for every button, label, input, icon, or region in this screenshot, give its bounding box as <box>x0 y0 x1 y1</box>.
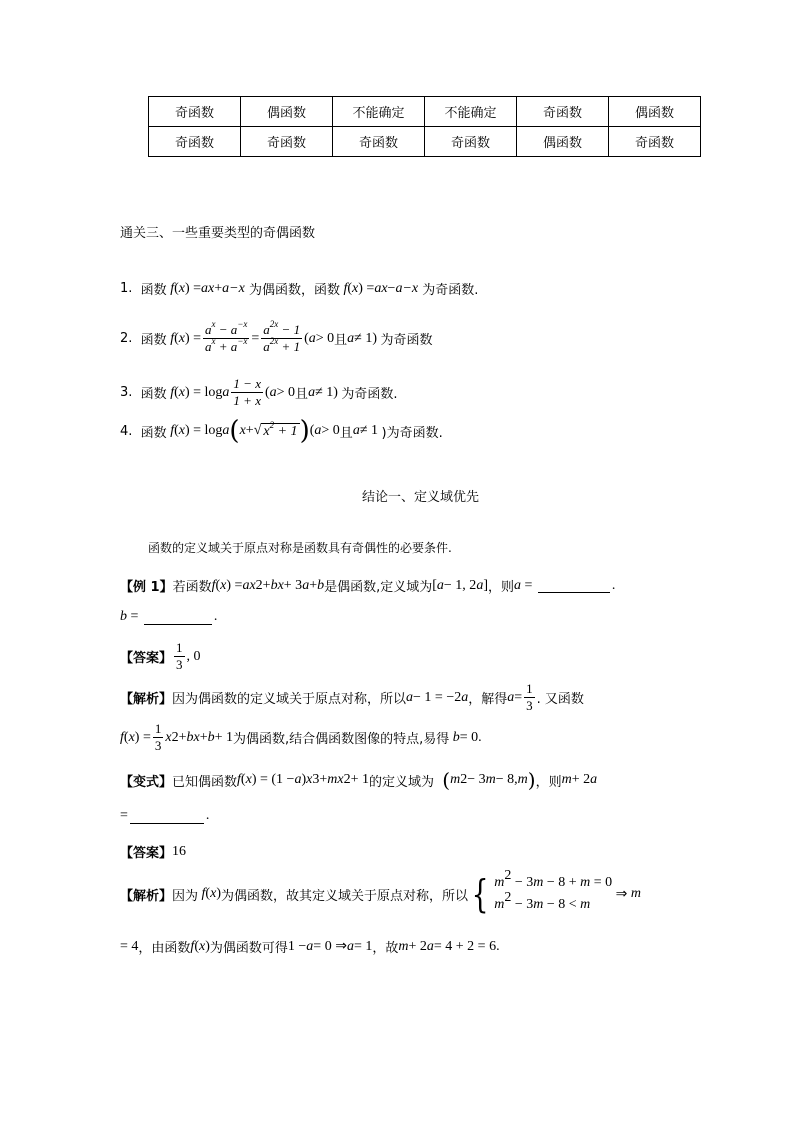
item-text: 且 <box>334 333 348 348</box>
item-text: 函数 <box>140 387 167 402</box>
answer-value: 16 <box>172 843 187 859</box>
item-text: 函数 <box>140 425 167 441</box>
table-cell: 不能确定 <box>425 97 517 127</box>
answer-tag: 【答案】 <box>120 846 173 861</box>
analysis-text: 为偶函数可得 <box>209 941 288 956</box>
question-text: ，则 <box>535 774 562 790</box>
analysis-tag: 【解析】 <box>120 692 173 707</box>
item-text: )为奇函数. <box>381 425 443 441</box>
variant-analysis: 【解析】 因为 f ( x ) 为偶函数，故其定义域关于原点对称，所以 { $m^2 - 3m - 8 + m = 0$ $m^2 - 3m - 8 < m$ ⇒ m <box>120 868 642 916</box>
table-row <box>149 127 701 157</box>
analysis-text: ，解得 <box>468 692 508 707</box>
example-1-question-cont: b = . <box>120 609 218 624</box>
analysis-text: 为偶函数,结合偶函数图像的特点,易得 <box>233 732 450 747</box>
analysis-text: 为偶函数，故其定义域关于原点对称，所以 <box>220 888 468 904</box>
table-cell: 偶函数 <box>609 97 701 127</box>
section-title: 通关三、一些重要类型的奇偶函数 <box>120 226 316 241</box>
answer-tag: 【答案】 <box>120 651 173 666</box>
question-text: 已知偶函数 <box>172 774 238 790</box>
item-number: 3. <box>120 385 133 400</box>
variant-question-cont: = . <box>120 808 210 823</box>
example-1-answer: 【答案】 $\frac{1}{3}$ , 0 <box>120 640 201 672</box>
item-2: 2. 函数 f ( x ) = $\frac{a^x - a^{-x}}{a^x + a^{-x}}$ = $\frac{a^{2x} - 1}{a^{2x} + 1}$ ( a > 0 且 a ≠ 1) 为奇函数 <box>120 319 433 354</box>
table-cell: 奇函数 <box>333 127 425 157</box>
example-tag: 【例 1】 <box>120 580 173 595</box>
item-text: 函数 <box>140 283 167 298</box>
item-number: 4. <box>120 423 133 439</box>
question-text: ，则 <box>487 580 514 595</box>
variant-tag: 【变式】 <box>120 774 173 790</box>
conclusion-statement: 函数的定义域关于原点对称是函数具有奇偶性的必要条件. <box>148 541 452 555</box>
question-text: 是偶函数,定义域为 <box>324 580 433 595</box>
analysis-text: . 又函数 <box>536 692 584 707</box>
question-text: 若函数 <box>172 580 212 595</box>
item-4: 4. 函数 f ( x ) = log a ( x + √ $x^2 + 1$ ) ( a > 0 且 a ≠ 1 )为奇函数. <box>120 416 443 446</box>
item-text: 函数 <box>140 333 167 348</box>
analysis-text: ，故 <box>372 941 399 956</box>
table-cell: 奇函数 <box>149 97 241 127</box>
table-row <box>149 97 701 127</box>
conclusion-title: 结论一、定义域优先 <box>362 490 480 505</box>
analysis-tag: 【解析】 <box>120 888 173 904</box>
analysis-text: 因为 <box>172 888 199 904</box>
question-text: 的定义域为 <box>368 774 434 790</box>
table-cell: 不能确定 <box>333 97 425 127</box>
example-1-question: 【例 1】 若函数 f ( x ) = ax 2 + bx + 3 a + b 是偶函数,定义域为 [ a − 1, 2 a ] ，则 a = . <box>120 577 616 595</box>
answer-value: 0 <box>193 648 201 664</box>
answer-blank[interactable] <box>538 578 610 593</box>
item-text: 且 <box>339 425 353 441</box>
item-1: 1. 函数 f ( x ) = a x + a −x 为偶函数，函数 f ( x ) = a x − a −x 为奇函数. <box>120 280 479 298</box>
item-text: 为偶函数，函数 <box>248 283 340 298</box>
parity-table <box>148 96 701 157</box>
item-text: 为奇函数. <box>341 387 398 402</box>
table-cell: 奇函数 <box>149 127 241 157</box>
table-cell: 奇函数 <box>425 127 517 157</box>
item-3: 3. 函数 f ( x ) = log a $\frac{1 - x}{1 + x}$ ( a > 0 且 a ≠ 1) 为奇函数. <box>120 376 398 408</box>
table-cell: 偶函数 <box>517 127 609 157</box>
table-cell: 奇函数 <box>609 127 701 157</box>
table-cell: 偶函数 <box>241 97 333 127</box>
table-cell: 奇函数 <box>241 127 333 157</box>
example-1-analysis-cont: f ( x ) = $\frac{1}{3}$ x 2 + bx + b + 1 为偶函数,结合偶函数图像的特点,易得 b = 0. <box>120 721 482 753</box>
item-number: 1. <box>120 281 133 296</box>
item-number: 2. <box>120 331 133 346</box>
table-cell: 奇函数 <box>517 97 609 127</box>
variant-answer <box>120 842 186 861</box>
analysis-text: ，由函数 <box>138 941 191 956</box>
analysis-text: 因为偶函数的定义域关于原点对称，所以 <box>172 692 407 707</box>
variant-question: 【变式】 已知偶函数 f ( x ) = (1 − a ) x 3 + mx 2 + 1 的定义域为 ( m 2 − 3 m − 8, m ) ，则 m + 2 a <box>120 768 598 792</box>
answer-blank[interactable] <box>130 809 204 824</box>
example-1-analysis: 【解析】 因为偶函数的定义域关于原点对称，所以 a − 1 = −2 a ，解得 a = $\frac{1}{3}$ . 又函数 <box>120 681 584 713</box>
item-text: 为奇函数 <box>380 333 433 348</box>
item-text: 且 <box>295 387 309 402</box>
item-text: 为奇函数. <box>422 283 479 298</box>
variant-analysis-cont: = 4 ，由函数 f ( x ) 为偶函数可得 1 − a = 0 ⇒ a = 1 ，故 m + 2 a = 4 + 2 = 6. <box>120 938 500 956</box>
answer-blank[interactable] <box>144 610 212 625</box>
